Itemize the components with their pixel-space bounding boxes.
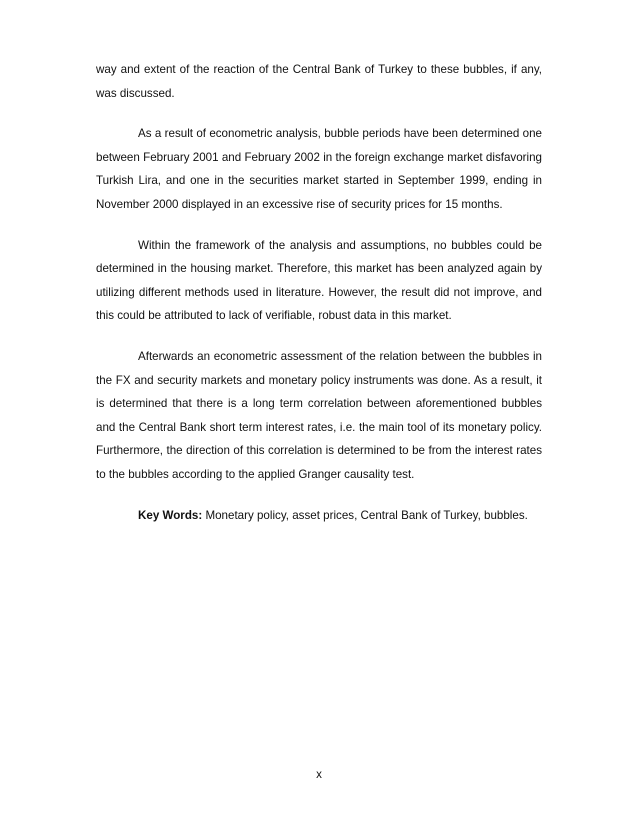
keywords-label: Key Words: (138, 508, 203, 522)
paragraph-bubble-periods: As a result of econometric analysis, bubble periods have been determined one between February 2001 and February 2002 in the foreign exchange market disfavoring Turkish Lira, and one in the securities market started in September 1999, ending in November 2000 displayed in an excessive rise of security prices for 15 months. (96, 127, 542, 211)
paragraph-housing-market: Within the framework of the analysis and assumptions, no bubbles could be determined in the housing market. Therefore, this market has been analyzed again by utilizing different methods used in literature. However, the result did not improve, and this could be attributed to lack of verifiable, robust data in this market. (96, 238, 542, 323)
keywords-line (96, 504, 542, 528)
document-page (96, 58, 542, 527)
paragraph-econometric-assessment: Afterwards an econometric assessment of the relation between the bubbles in the FX and security markets and monetary policy instruments was done. As a result, it is determined that there is a long term correlation between aforementioned bubbles and the Central Bank short term interest rates, i.e. the main tool of its monetary policy. Furthermore, the direction of this correlation is determined to be from the interest rates to the bubbles according to the applied Granger causality test. (96, 349, 542, 481)
page-number: x (316, 768, 322, 781)
paragraph-continuation: way and extent of the reaction of the Central Bank of Turkey to these bubbles, if any, was discussed. (96, 63, 542, 100)
keywords-text: Monetary policy, asset prices, Central Bank of Turkey, bubbles. (202, 508, 528, 522)
